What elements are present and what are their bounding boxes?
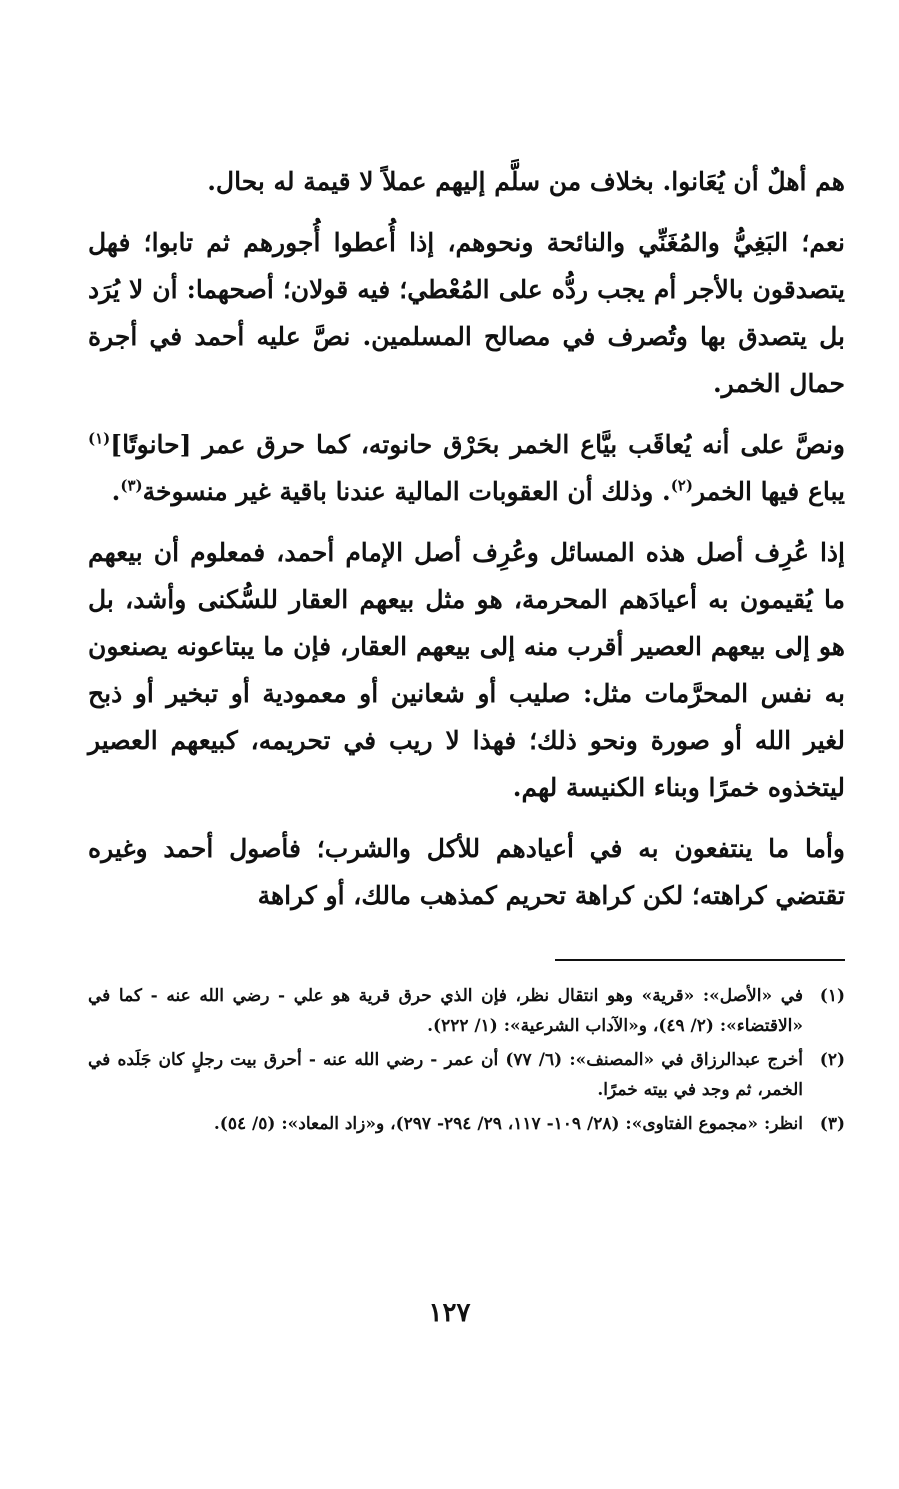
paragraph-3-text-a: ونصَّ على أنه يُعاقَب بيَّاع الخمر بحَرْق حانوته، كما حرق عمر [حانوتًا] (110, 430, 845, 459)
footnote-text: انظر: «مجموع الفتاوى»: (٢٨/ ١٠٩- ١١٧، ٢٩/ ٢٩٤- ٢٩٧)، و«زاد المعاد»: (٥/ ٥٤). (213, 1114, 803, 1134)
footnote-ref-1[interactable]: (١) (88, 429, 111, 448)
footnotes-section (88, 981, 845, 1139)
footnote-text: أخرج عبدالرزاق في «المصنف»: (٦/ ٧٧) أن عمر - رضي الله عنه - أحرق بيت رجلٍ كان جَلَده في الخمر، ثم وجد في بيته خمرًا. (88, 1050, 803, 1100)
footnote-text: في «الأصل»: «قرية» وهو انتقال نظر، فإن الذي حرق قرية هو علي - رضي الله عنه - كما في «الاقتضاء»: (٢/ ٤٩)، و«الآداب الشرعية»: (١/ ٢٢٢). (88, 986, 803, 1036)
paragraph-4: إذا عُرِف أصل هذه المسائل وعُرِف أصل الإمام أحمد، فمعلوم أن بيعهم ما يُقيمون به أعيادَهم المحرمة، هو مثل بيعهم العقار للسُّكنى وأشد، بل هو إلى بيعهم العصير أقرب منه إلى بيعهم العقار، فإن ما يبتاعونه يصنعون به نفس المحرَّمات مثل: صليب أو شعانين أو معمودية أو تبخير أو ذبح لغير الله أو صورة ونحو ذلك؛ فهذا لا ريب في تحريمه، كبيعهم العصير ليتخذوه خمرًا وبناء الكنيسة لهم. (88, 538, 845, 802)
paragraph-3 (88, 421, 845, 515)
paragraph-5: وأما ما ينتفعون به في أعيادهم للأكل والشرب؛ فأصول أحمد وغيره تقتضي كراهته؛ لكن كراهة تحريم كمذهب مالك، أو كراهة (88, 834, 845, 910)
paragraph-1: هم أهلٌ أن يُعَانوا. بخلاف من سلَّم إليهم عملاً لا قيمة له بحال. (207, 167, 845, 196)
paragraph-2: نعم؛ البَغِيُّ والمُغَنِّي والنائحة ونحوهم، إذا أُعطوا أُجورهم ثم تابوا؛ فهل يتصدقون بالأجر أم يجب ردُّه على المُعْطي؛ فيه قولان؛ أصحهما: أن لا يُرَد بل يتصدق بها وتُصرف في مصالح المسلمين. نصَّ عليه أحمد في أجرة حمال الخمر. (88, 228, 845, 398)
page-number: ١٢٧ (428, 1298, 471, 1328)
paragraph-3-text-b: يباع فيها الخمر (692, 477, 845, 506)
footnote-ref-2[interactable]: (٢) (670, 476, 693, 495)
footnote-1 (88, 981, 845, 1041)
footnote-number: (٢) (819, 1050, 845, 1070)
footnote-2 (88, 1045, 845, 1105)
footnote-number: (٣) (819, 1114, 845, 1134)
footnote-number: (١) (819, 986, 845, 1006)
footnote-divider (555, 959, 845, 961)
paragraph-3-text-d: . (111, 477, 121, 506)
footnote-3 (88, 1109, 845, 1139)
paragraph-3-text-c: . وذلك أن العقوبات المالية عندنا باقية غير منسوخة (142, 477, 671, 506)
footnote-ref-3[interactable]: (٣) (120, 476, 143, 495)
